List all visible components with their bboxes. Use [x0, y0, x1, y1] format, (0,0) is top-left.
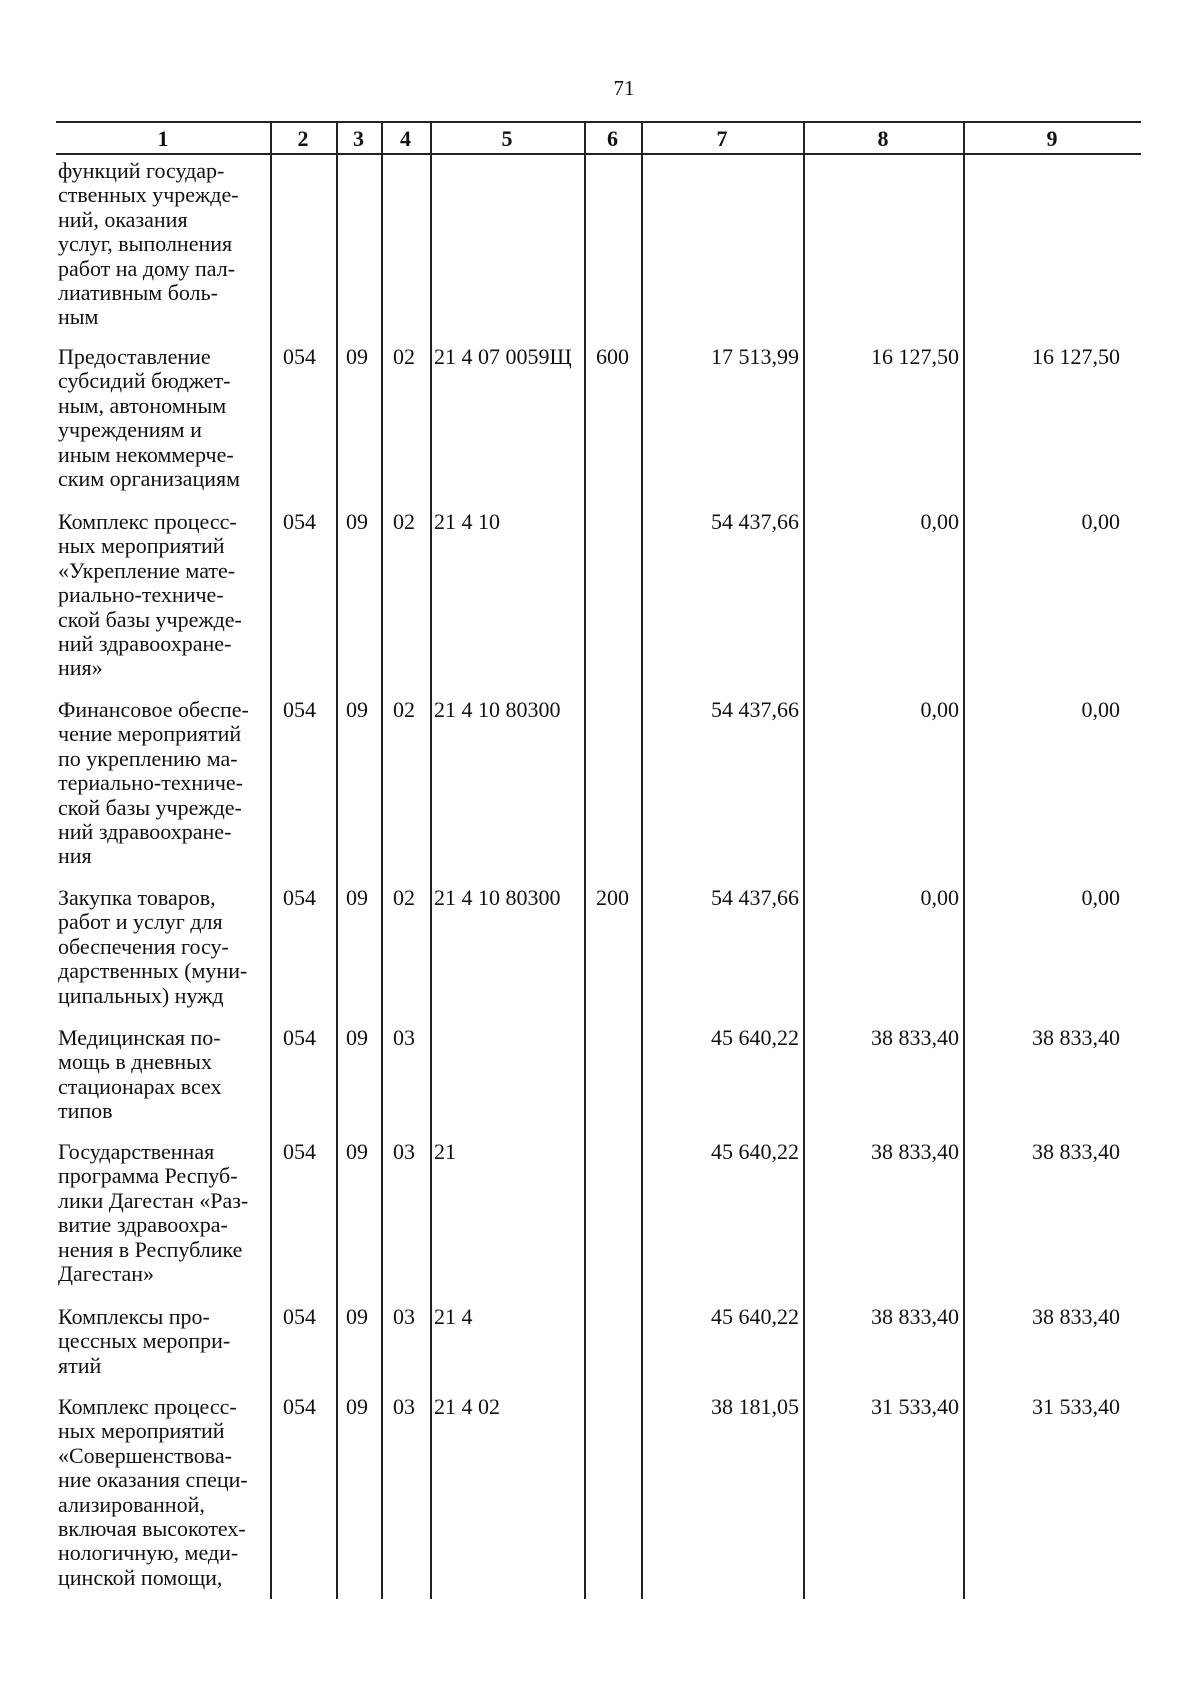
amount-year-1: 45 640,22 — [711, 1304, 799, 1329]
amount-year-3: 0,00 — [1081, 697, 1120, 722]
expense-type-code: 600 — [596, 344, 629, 369]
section-code: 09 — [346, 1304, 368, 1329]
admin-code: 054 — [283, 1025, 316, 1050]
subsection-code: 03 — [393, 1304, 415, 1329]
expense-type-code: 200 — [596, 885, 629, 910]
subsection-code: 03 — [393, 1139, 415, 1164]
admin-code: 054 — [283, 1394, 316, 1419]
column-header: 5 — [501, 126, 513, 151]
column-divider — [584, 121, 586, 1599]
admin-code: 054 — [283, 1304, 316, 1329]
amount-year-1: 38 181,05 — [711, 1394, 799, 1419]
amount-year-2: 38 833,40 — [871, 1025, 959, 1050]
amount-year-1: 54 437,66 — [711, 885, 799, 910]
amount-year-1: 45 640,22 — [711, 1025, 799, 1050]
amount-year-2: 38 833,40 — [871, 1304, 959, 1329]
column-divider — [963, 121, 965, 1599]
section-code: 09 — [346, 885, 368, 910]
amount-year-3: 0,00 — [1081, 509, 1120, 534]
target-article-code: 21 4 02 — [434, 1394, 500, 1419]
amount-year-1: 17 513,99 — [711, 344, 799, 369]
target-article-code: 21 4 10 80300 — [434, 885, 561, 910]
section-code: 09 — [346, 344, 368, 369]
column-divider — [270, 121, 272, 1599]
row-description: Закупка товаров, работ и услуг для обеспечения госу- дарственных (муни- ципальных) нужд — [58, 885, 248, 1008]
row-description: Комплекс процесс- ных мероприятий «Совершенствова- ние оказания специ- ализированной, включая высокотех- нологичную, меди- цинской помощи, — [58, 1394, 248, 1590]
row-description: Медицинская по- мощь в дневных стационарах всех типов — [58, 1025, 222, 1124]
page-number: 71 — [613, 76, 635, 100]
admin-code: 054 — [283, 344, 316, 369]
row-description: Комплексы про- цессных меропри- ятий — [58, 1304, 231, 1378]
column-divider — [336, 121, 338, 1599]
column-header: 2 — [297, 126, 309, 151]
column-header: 6 — [607, 126, 618, 151]
amount-year-1: 54 437,66 — [711, 697, 799, 722]
amount-year-3: 16 127,50 — [1032, 344, 1120, 369]
target-article-code: 21 — [434, 1139, 456, 1164]
section-code: 09 — [346, 509, 368, 534]
column-divider — [641, 121, 643, 1599]
amount-year-2: 31 533,40 — [871, 1394, 959, 1419]
row-description: Государственная программа Респуб- лики Дагестан «Раз- витие здравоохра- нения в Республике Дагестан» — [58, 1139, 249, 1287]
budget-table — [56, 121, 1141, 1599]
amount-year-2: 38 833,40 — [871, 1139, 959, 1164]
target-article-code: 21 4 — [434, 1304, 473, 1329]
row-description: Комплекс процесс- ных мероприятий «Укрепление мате- риально-техниче- ской базы учрежде- ний здравоохране- ния» — [58, 509, 242, 681]
amount-year-3: 38 833,40 — [1032, 1139, 1120, 1164]
column-divider — [803, 121, 805, 1599]
amount-year-1: 45 640,22 — [711, 1139, 799, 1164]
target-article-code: 21 4 07 0059Щ — [434, 344, 572, 369]
row-description: Предоставление субсидий бюджет- ным, автономным учреждениям и иным некоммерче- ским организациям — [58, 344, 241, 492]
subsection-code: 03 — [393, 1025, 415, 1050]
section-code: 09 — [346, 1139, 368, 1164]
amount-year-1: 54 437,66 — [711, 509, 799, 534]
column-header: 9 — [1046, 126, 1058, 151]
column-header: 8 — [877, 126, 889, 151]
amount-year-2: 16 127,50 — [871, 344, 959, 369]
section-code: 09 — [346, 1025, 368, 1050]
column-divider — [430, 121, 432, 1599]
amount-year-2: 0,00 — [920, 697, 959, 722]
subsection-code: 02 — [393, 509, 415, 534]
section-code: 09 — [346, 697, 368, 722]
subsection-code: 02 — [393, 697, 415, 722]
admin-code: 054 — [283, 1139, 316, 1164]
subsection-code: 02 — [393, 885, 415, 910]
subsection-code: 03 — [393, 1394, 415, 1419]
amount-year-3: 38 833,40 — [1032, 1025, 1120, 1050]
column-header: 4 — [400, 126, 411, 151]
amount-year-2: 0,00 — [920, 509, 959, 534]
section-code: 09 — [346, 1394, 368, 1419]
column-divider — [381, 121, 383, 1599]
column-header: 7 — [716, 126, 728, 151]
target-article-code: 21 4 10 80300 — [434, 697, 561, 722]
target-article-code: 21 4 10 — [434, 509, 500, 534]
admin-code: 054 — [283, 885, 316, 910]
amount-year-2: 0,00 — [920, 885, 959, 910]
admin-code: 054 — [283, 697, 316, 722]
row-description: функций государ- ственных учрежде- ний, оказания услуг, выполнения работ на дому пал- лиативным боль- ным — [58, 158, 239, 330]
amount-year-3: 0,00 — [1081, 885, 1120, 910]
amount-year-3: 31 533,40 — [1032, 1394, 1120, 1419]
column-header: 1 — [157, 126, 169, 151]
table-top-border — [56, 121, 1141, 123]
amount-year-3: 38 833,40 — [1032, 1304, 1120, 1329]
admin-code: 054 — [283, 509, 316, 534]
column-header: 3 — [353, 126, 364, 151]
subsection-code: 02 — [393, 344, 415, 369]
row-description: Финансовое обеспе- чение мероприятий по укреплению ма- териально-техниче- ской базы учрежде- ний здравоохране- ния — [58, 697, 249, 869]
